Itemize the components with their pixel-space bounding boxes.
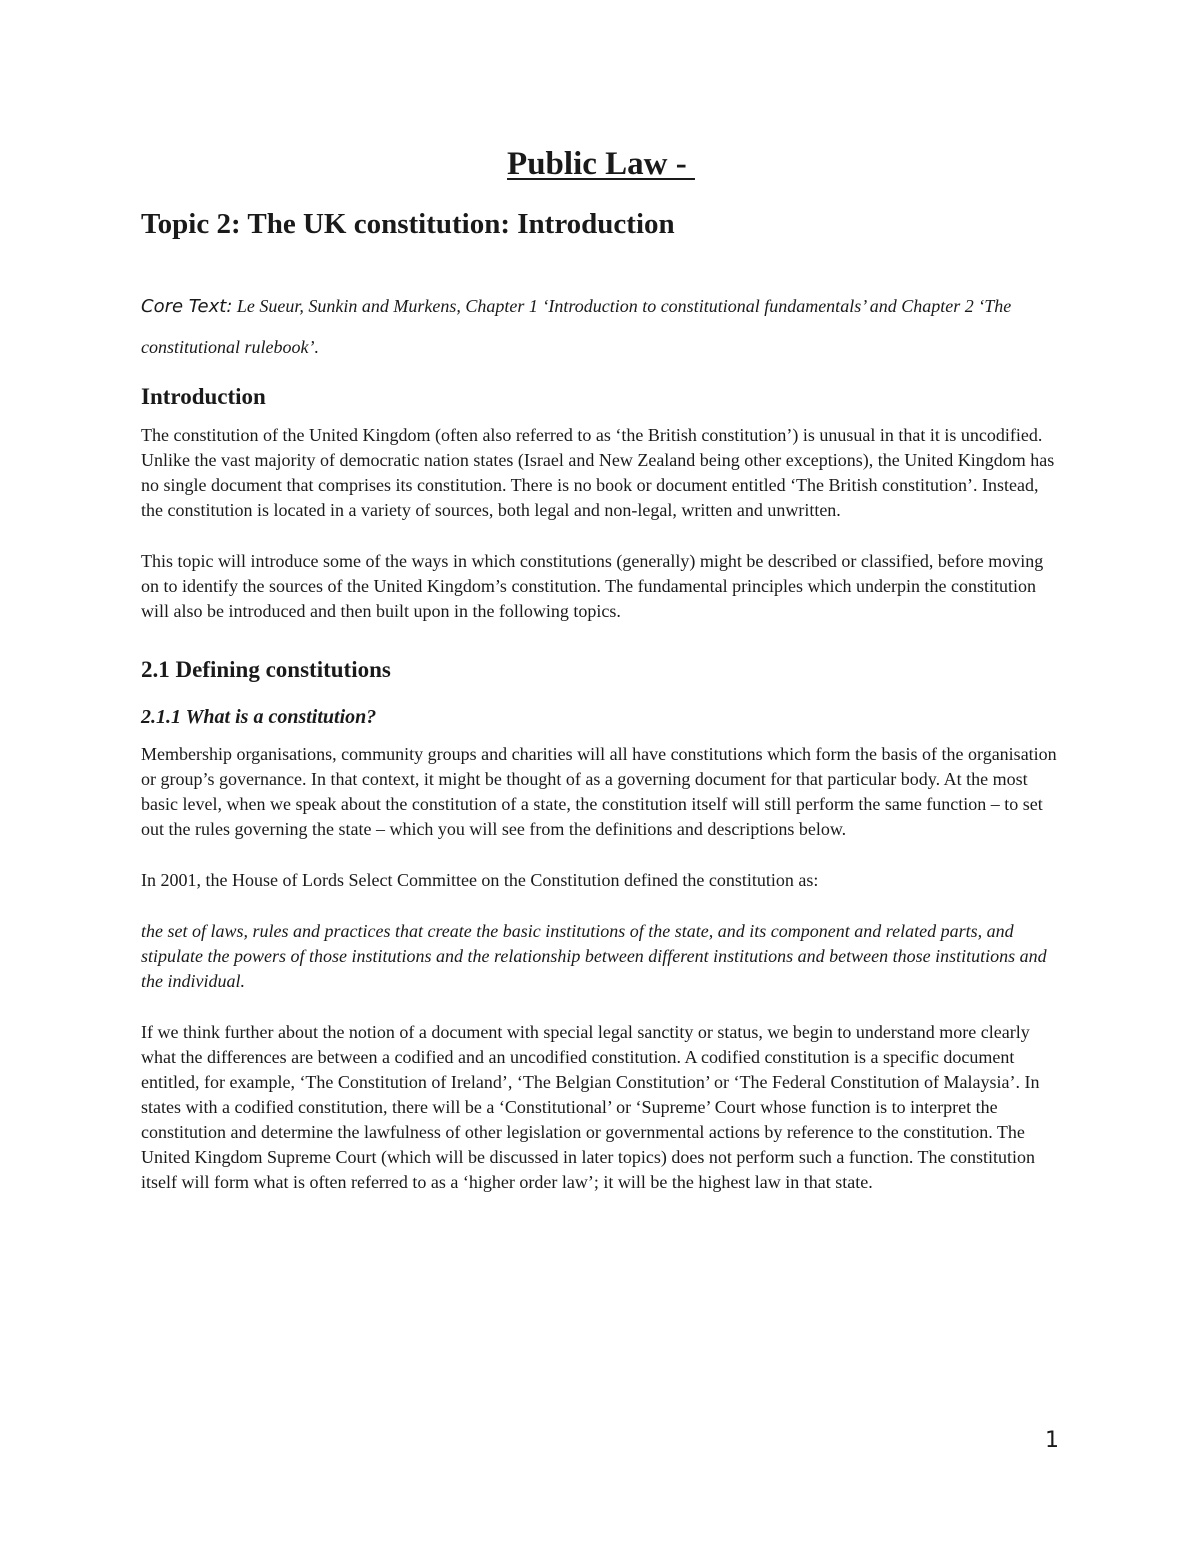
core-text-citation: Le Sueur, Sunkin and Murkens, Chapter 1 ‘Introduction to constitutional fundamentals’ and Chapter 2 ‘The constitutional rulebook’. [141,296,1012,357]
page-number: 1 [1045,1428,1059,1453]
defining-paragraph-2: In 2001, the House of Lords Select Committee on the Constitution defined the constitution as: [141,870,819,890]
document-content [141,140,1061,1195]
introduction-paragraph-2: This topic will introduce some of the ways in which constitutions (generally) might be described or classified, before moving on to identify the sources of the United Kingdom’s constitution. The fundamental principles which underpin the constitution will also be introduced and then built upon in the following topics. [141,551,1044,621]
section-heading-defining-constitutions: 2.1 Defining constitutions [141,657,391,682]
defining-paragraph-3: If we think further about the notion of a document with special legal sanctity or status, we begin to understand more clearly what the differences are between a codified and an uncodified constitution. A codified constitution is a specific document entitled, for example, ‘The Constitution of Ireland’, ‘The Belgian Constitution’ or ‘The Federal Constitution of Malaysia’. In states with a codified constitution, there will be a ‘Constitutional’ or ‘Supreme’ Court whose function is to interpret the constitution and determine the lawfulness of other legislation or governmental actions by reference to the constitution. The United Kingdom Supreme Court (which will be discussed in later topics) does not perform such a function. The constitution itself will form what is often referred to as a ‘higher order law’; it will be the highest law in that state. [141,1022,1040,1192]
document-title: Public Law - [507,146,695,182]
subsection-heading-what-is-a-constitution: 2.1.1 What is a constitution? [141,706,377,728]
topic-title: Topic 2: The UK constitution: Introduction [141,208,675,240]
defining-paragraph-1: Membership organisations, community groups and charities will all have constitutions which form the basis of the organisation or group’s governance. In that context, it might be thought of as a governing document for that particular body. At the most basic level, when we speak about the constitution of a state, the constitution itself will still perform the same function – to set out the rules governing the state – which you will see from the definitions and descriptions below. [141,744,1057,839]
constitution-definition-quote: the set of laws, rules and practices that create the basic institutions of the state, and its component and related parts, and stipulate the powers of those institutions and the relationship between different institutions and between those institutions and the individual. [141,921,1047,991]
section-heading-introduction: Introduction [141,384,266,409]
core-text-label: Core Text: [141,296,233,317]
core-text-reference [141,286,1061,367]
introduction-paragraph-1: The constitution of the United Kingdom (often also referred to as ‘the British constitution’) is unusual in that it is uncodified. Unlike the vast majority of democratic nation states (Israel and New Zealand being other exceptions), the United Kingdom has no single document that comprises its constitution. There is no book or document entitled ‘The British constitution’. Instead, the constitution is located in a variety of sources, both legal and non-legal, written and unwritten. [141,425,1055,520]
